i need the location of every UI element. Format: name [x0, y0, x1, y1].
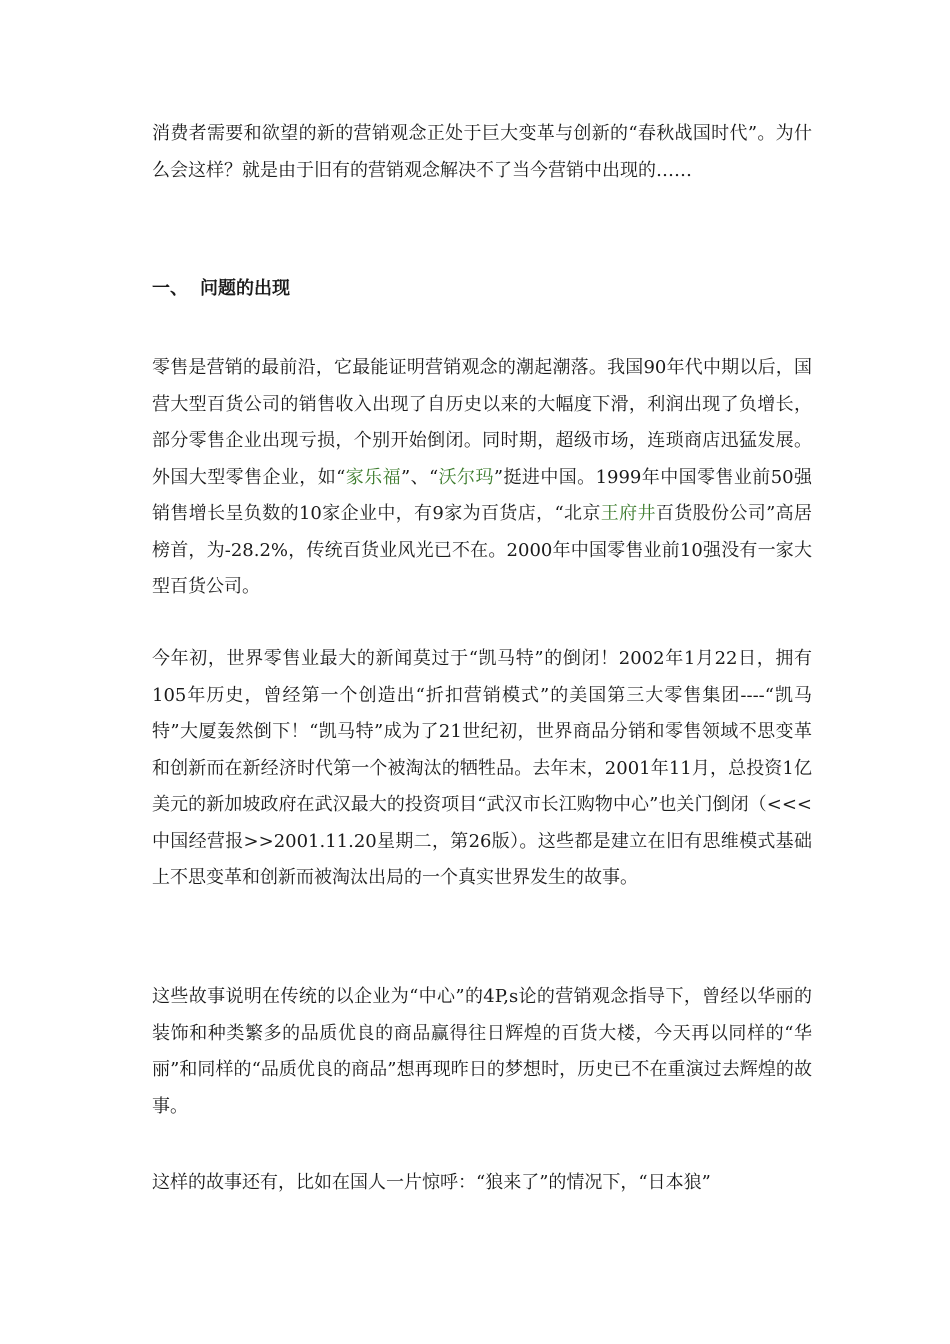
- paragraph-wolf: [152, 1165, 812, 1202]
- retail-text-2: ”、“: [401, 466, 439, 488]
- retail-text-1: 零售是营销的最前沿，它最能证明营销观念的潮起潮落。我国90年代中期以后，国营大型百货公司的销售收入出现了自历史以来的大幅度下滑，利润出现了负增长，部分零售企业出现亏损，个别开始倒闭。同时期，超级市场，连琐商店迅猛发展。外国大型零售企业，如“: [152, 357, 812, 488]
- intro-paragraph: [152, 116, 812, 189]
- 4ps-text: 这些故事说明在传统的以企业为“中心”的4P,s论的营销观念指导下，曾经以华丽的装饰和种类繁多的品质优良的商品赢得往日辉煌的百货大楼，今天再以同样的“华丽”和同样的“品质优良的商品”想再现昨日的梦想时，历史已不在重演过去辉煌的故事。: [152, 986, 812, 1117]
- section-title: 问题的出现: [200, 278, 290, 299]
- link-wangfujing[interactable]: 王府井: [600, 503, 656, 524]
- paragraph-kmart: [152, 641, 812, 897]
- link-carrefour[interactable]: 家乐福: [345, 466, 401, 488]
- wolf-text: 这样的故事还有，比如在国人一片惊呼：“狼来了”的情况下，“日本狼”: [152, 1172, 711, 1193]
- paragraph-4ps: [152, 979, 812, 1125]
- section-number: 一、: [152, 278, 188, 299]
- section-heading: [152, 271, 290, 307]
- link-walmart[interactable]: 沃尔玛: [438, 466, 494, 488]
- retail-text-3: ”挺进中国。1999年中国零售业前50强销售增长呈负数的10家企业中，有9家为百货店，“北京: [152, 466, 813, 524]
- kmart-text: 今年初，世界零售业最大的新闻莫过于“凯马特”的倒闭！2002年1月22日，拥有105年历史，曾经第一个创造出“折扣营销模式”的美国第三大零售集团----“凯马特”大厦轰然倒下！“凯马特”成为了21世纪初，世界商品分销和零售领域不思变革和创新而在新经济时代第一个被淘汰的牺牲品。去年末，2001年11月，总投资1亿美元的新加坡政府在武汉最大的投资项目“武汉市长江购物中心”也关门倒闭（<<<中国经营报>>2001.11.20星期二，第26版）。这些都是建立在旧有思维模式基础上不思变革和创新而被淘汰出局的一个真实世界发生的故事。: [152, 648, 812, 888]
- retail-text-4: 百货股份公司”高居榜首，为-28.2%，传统百货业风光已不在。2000年中国零售业前10强没有一家大型百货公司。: [152, 503, 813, 597]
- intro-text: 消费者需要和欲望的新的营销观念正处于巨大变革与创新的“春秋战国时代”。为什么会这样？就是由于旧有的营销观念解决不了当今营销中出现的……: [152, 123, 812, 181]
- paragraph-retail: [152, 350, 812, 606]
